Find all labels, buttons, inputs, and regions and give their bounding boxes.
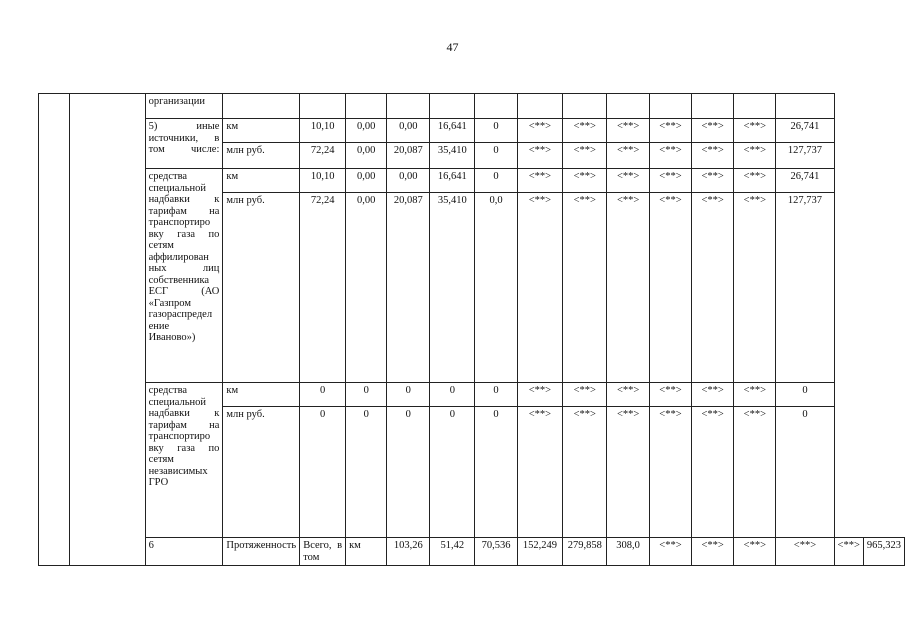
value-cell: <**>	[607, 383, 649, 407]
value-cell: <**>	[692, 383, 734, 407]
unit-cell: км	[223, 169, 300, 193]
value-cell: <**>	[649, 383, 691, 407]
value-cell: <**>	[517, 119, 563, 143]
value-cell: 72,24	[300, 143, 346, 169]
value-cell: <**>	[649, 169, 691, 193]
value-cell: 0	[475, 119, 517, 143]
value-cell: 0	[300, 383, 346, 407]
value-cell: 10,10	[300, 169, 346, 193]
description-line: вку газа по	[148, 228, 220, 240]
description-line: ЕСГ (АО	[148, 286, 220, 297]
description-line: аффилирован	[148, 251, 209, 263]
value-cell: 0,00	[346, 119, 387, 143]
value-cell: <**>	[607, 193, 649, 383]
value-cell: <**>	[649, 143, 691, 169]
value-cell: <**>	[776, 538, 834, 566]
description-line: вку газа по	[148, 442, 220, 454]
row-description	[145, 383, 223, 538]
description-line: ение	[148, 320, 170, 332]
description-line: средства	[148, 385, 188, 396]
description-line: том числе:	[148, 144, 220, 155]
description-line: надбавки к	[148, 408, 220, 419]
value-cell: <**>	[563, 193, 607, 383]
value-cell: <**>	[734, 119, 776, 143]
empty-cell	[475, 94, 517, 119]
description-line: источники, в	[148, 132, 220, 144]
value-cell: <**>	[734, 538, 776, 566]
description-line: тарифам на	[148, 205, 220, 217]
page-number: 47	[446, 40, 459, 54]
value-cell: <**>	[734, 383, 776, 407]
description-line: собственника	[148, 274, 210, 286]
value-cell: 0	[346, 407, 387, 538]
value-cell: 965,323	[863, 538, 904, 566]
value-cell: <**>	[649, 119, 691, 143]
value-cell: 127,737	[776, 143, 834, 169]
value-cell: 0,00	[387, 169, 430, 193]
value-cell: <**>	[692, 119, 734, 143]
value-cell: 308,0	[607, 538, 649, 566]
value-cell: <**>	[649, 193, 691, 383]
description-line: независимых	[148, 465, 208, 477]
description-line: газораспредел	[148, 309, 213, 320]
value-cell: <**>	[607, 407, 649, 538]
row-description	[300, 538, 346, 566]
value-cell: <**>	[692, 193, 734, 383]
description-line: средства	[148, 171, 188, 182]
value-cell: <**>	[692, 538, 734, 566]
unit-cell: км	[346, 538, 387, 566]
empty-cell	[649, 94, 691, 119]
row-name-cell	[69, 94, 145, 566]
value-cell: <**>	[692, 407, 734, 538]
value-cell: <**>	[734, 143, 776, 169]
value-cell: <**>	[834, 538, 863, 566]
table-row	[39, 119, 905, 143]
value-cell: <**>	[563, 383, 607, 407]
value-cell: 152,249	[517, 538, 563, 566]
empty-cell	[517, 94, 563, 119]
empty-cell	[734, 94, 776, 119]
description-line: ных лиц	[148, 263, 220, 274]
description-line: «Газпром	[148, 297, 191, 309]
value-cell: 20,087	[387, 143, 430, 169]
value-cell: 0	[387, 383, 430, 407]
description-line: Всего, в том	[303, 540, 343, 563]
description-line: Иваново»)	[148, 332, 196, 343]
value-cell: <**>	[692, 169, 734, 193]
value-cell: 0	[430, 383, 475, 407]
value-cell: 0,00	[346, 193, 387, 383]
value-cell: 0	[475, 383, 517, 407]
value-cell: <**>	[734, 193, 776, 383]
value-cell: 16,641	[430, 169, 475, 193]
value-cell: 0	[776, 407, 834, 538]
table-row	[39, 94, 905, 119]
value-cell: 35,410	[430, 143, 475, 169]
value-cell: 127,737	[776, 193, 834, 383]
empty-cell	[563, 94, 607, 119]
value-cell: <**>	[649, 538, 691, 566]
empty-cell	[430, 94, 475, 119]
description-line: транспортиро	[148, 431, 211, 442]
value-cell: <**>	[517, 193, 563, 383]
value-cell: 103,26	[387, 538, 430, 566]
value-cell: 0	[387, 407, 430, 538]
value-cell: 0	[776, 383, 834, 407]
value-cell: 0	[475, 407, 517, 538]
description-line: сетям	[148, 240, 174, 251]
empty-cell	[223, 94, 300, 119]
value-cell: 20,087	[387, 193, 430, 383]
value-cell: 26,741	[776, 169, 834, 193]
value-cell: <**>	[607, 119, 649, 143]
value-cell: 0,00	[387, 119, 430, 143]
value-cell: <**>	[734, 407, 776, 538]
empty-cell	[346, 94, 387, 119]
value-cell: <**>	[607, 169, 649, 193]
value-cell: <**>	[563, 143, 607, 169]
description-line: сетям	[148, 454, 174, 465]
value-cell: 51,42	[430, 538, 475, 566]
description-line: тарифам на	[148, 419, 220, 431]
unit-cell: млн руб.	[223, 193, 300, 383]
value-cell: <**>	[563, 169, 607, 193]
table-row	[39, 538, 905, 566]
empty-cell	[387, 94, 430, 119]
unit-cell: млн руб.	[223, 407, 300, 538]
value-cell: <**>	[607, 143, 649, 169]
value-cell: 0	[346, 383, 387, 407]
value-cell: <**>	[517, 169, 563, 193]
empty-cell	[300, 94, 346, 119]
description-line: 5) иные	[148, 121, 220, 132]
table-row	[39, 169, 905, 193]
row-number: 6	[145, 538, 223, 566]
value-cell: <**>	[517, 383, 563, 407]
value-cell: <**>	[649, 407, 691, 538]
value-cell: 0	[430, 407, 475, 538]
unit-cell: млн руб.	[223, 143, 300, 169]
row-name: Протяженность	[223, 538, 300, 566]
value-cell: 0	[475, 169, 517, 193]
value-cell: 10,10	[300, 119, 346, 143]
row-number-cell	[39, 94, 70, 566]
value-cell: 0,00	[346, 169, 387, 193]
empty-cell	[692, 94, 734, 119]
empty-cell	[607, 94, 649, 119]
row-description: организации	[145, 94, 223, 119]
value-cell: 16,641	[430, 119, 475, 143]
value-cell: 279,858	[563, 538, 607, 566]
description-line: транспортиро	[148, 217, 211, 228]
value-cell: 72,24	[300, 193, 346, 383]
value-cell: <**>	[692, 143, 734, 169]
unit-cell: км	[223, 383, 300, 407]
value-cell: 0,00	[346, 143, 387, 169]
value-cell: 70,536	[475, 538, 517, 566]
row-description	[145, 169, 223, 383]
description-line: ГРО	[148, 477, 169, 488]
description-line: специальной	[148, 396, 207, 408]
value-cell: <**>	[734, 169, 776, 193]
table-row	[39, 383, 905, 407]
data-table	[38, 93, 905, 566]
unit-cell: км	[223, 119, 300, 143]
value-cell: <**>	[517, 407, 563, 538]
value-cell: 35,410	[430, 193, 475, 383]
empty-cell	[776, 94, 834, 119]
value-cell: <**>	[563, 407, 607, 538]
description-line: надбавки к	[148, 194, 220, 205]
value-cell: <**>	[517, 143, 563, 169]
value-cell: 26,741	[776, 119, 834, 143]
value-cell: <**>	[563, 119, 607, 143]
value-cell: 0,0	[475, 193, 517, 383]
value-cell: 0	[475, 143, 517, 169]
value-cell: 0	[300, 407, 346, 538]
row-description	[145, 119, 223, 169]
description-line: специальной	[148, 182, 207, 194]
